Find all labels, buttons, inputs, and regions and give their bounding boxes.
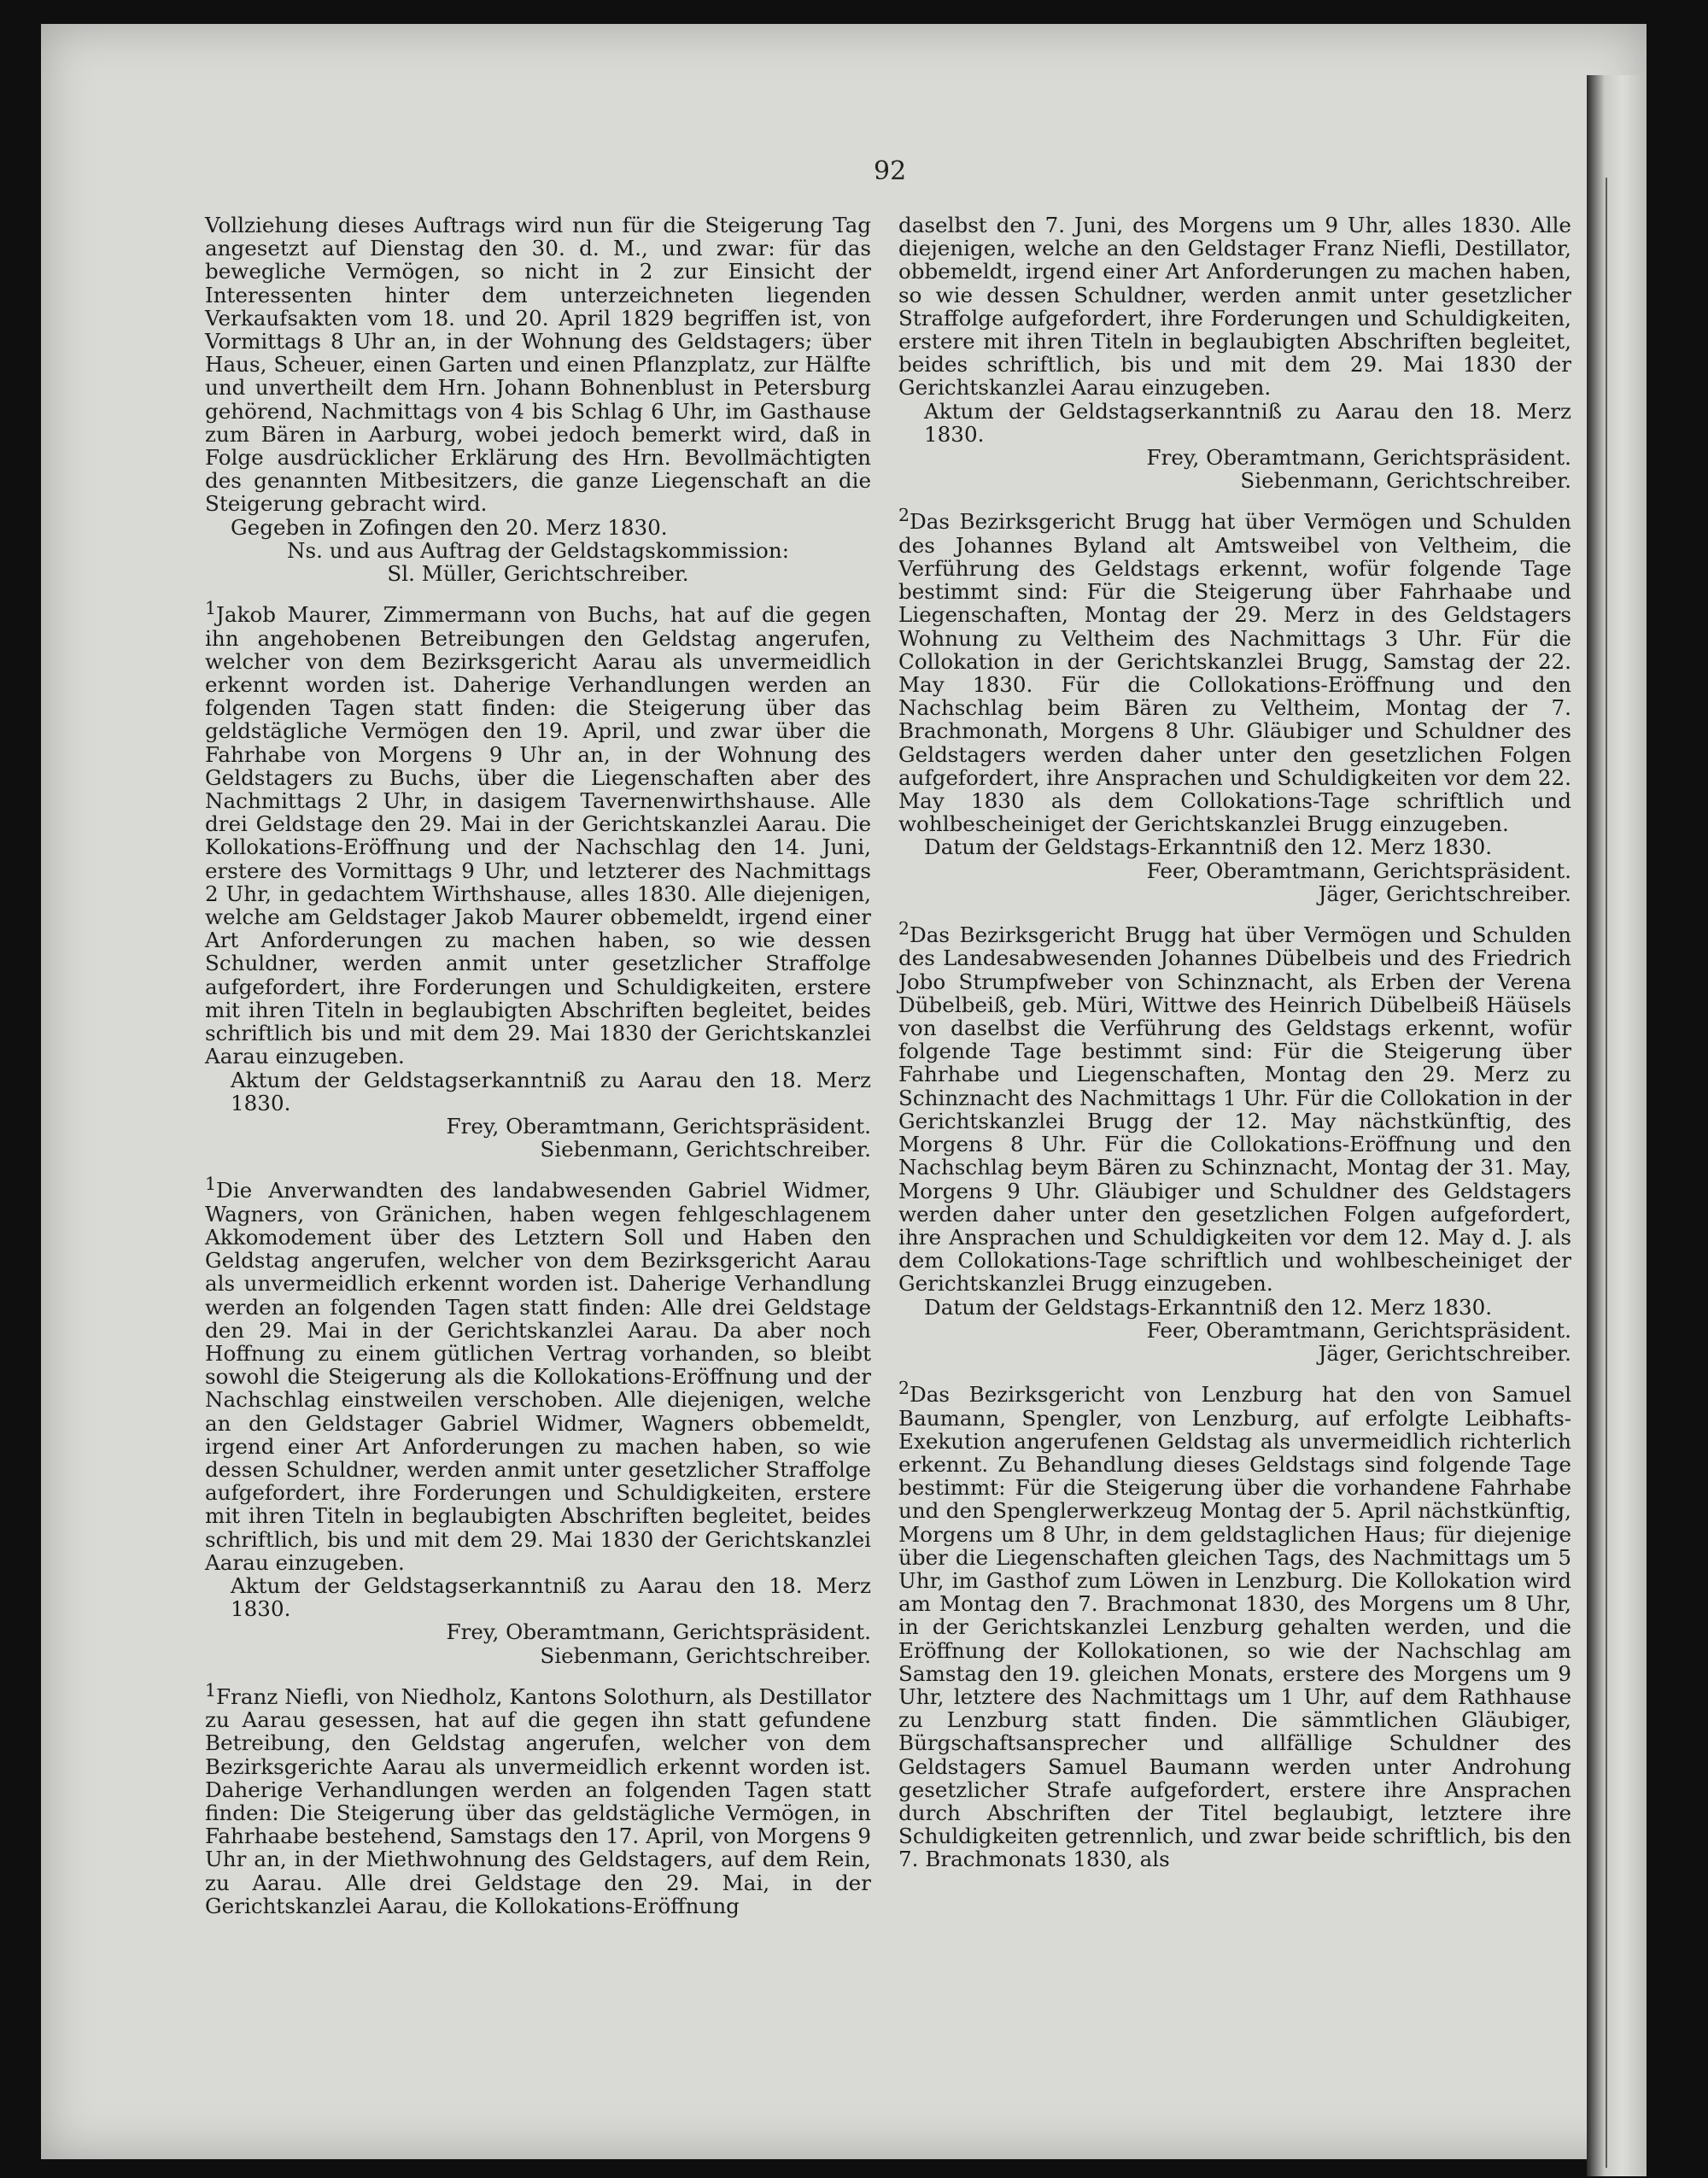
notice-gabriel-widmer	[205, 1173, 871, 1666]
notice-signatory: Frey, Oberamtmann, Gerichtspräsident.	[1146, 445, 1571, 471]
notice-text: Die Anverwandten des landabwesenden Gabriel Widmer, Wagners, von Gränichen, haben wegen fehlgeschlagenem Akkomodement über des Letztern Soll und Haben den Geldstag angerufen, welcher von dem Bezirksgericht Aarau als unvermeidlich erkennt worden ist. Daherige Verhandlung werden an folgenden Tagen statt finden: Alle drei Geldstage den 29. Mai in der Gerichtskanzlei Aarau. Da aber noch Hoffnung zu einem gütlichen Vertrag vorhanden, so bleibt sowohl die Steigerung als die Kollokations-Eröffnung und der Nachschlag einstweilen verschoben. Alle diejenigen, welche an den Geldstager Gabriel Widmer, Wagners obbemeldt, irgend einer Art Anforderungen zu machen haben, so wie dessen Schuldner, werden anmit unter gesetzlicher Straffolge aufgefordert, ihre Forderungen und Schuldigkeiten, erstere mit ihren Titeln in beglaubigten Abschriften begleitet, beides schriftlich, bis und mit dem 29. Mai 1830 der Gerichtskanzlei Aarau einzugeben.	[205, 1178, 871, 1575]
notice-marker: 1	[205, 598, 217, 619]
notice-text: Das Bezirksgericht Brugg hat über Vermögen und Schulden des Johannes Byland alt Amtsweibel von Veltheim, die Verführung des Geldstags erkennt, wofür folgende Tage bestimmt sind: Für die Steigerung über Fahrhaabe und Liegenschaften, Montag der 29. Merz in des Geldstagers Wohnung zu Veltheim des Nachmittags 3 Uhr. Für die Collokation in der Gerichtskanzlei Brugg, Samstag der 22. May 1830. Für die Collokations-Eröffnung und den Nachschlag beim Bären zu Veltheim, Montag der 7. Brachmonath, Morgens 8 Uhr. Gläubiger und Schuldner des Geldstagers werden daher unter den gesetzlichen Folgen aufgefordert, ihre Ansprachen und Schuldigkeiten vor dem 22. May 1830 als dem Collokations-Tage schriftlich und wohlbescheiniget der Gerichtskanzlei Brugg einzugeben.	[898, 509, 1571, 837]
notice-clerk: Siebenmann, Gerichtschreiber.	[540, 1137, 871, 1162]
page-number: 92	[874, 156, 907, 186]
notice-body	[898, 504, 1571, 835]
notice-date: Aktum der Geldstagserkanntniß zu Aarau den 18. Merz 1830.	[924, 398, 1571, 447]
notice-text: Jakob Maurer, Zimmermann von Buchs, hat auf die gegen ihn angehobenen Betreibungen den Geldstag angerufen, welcher von dem Bezirksgericht Aarau als unvermeidlich erkennt worden ist. Daherige Verhandlungen werden an folgenden Tagen statt finden: die Steigerung über das geldstägliche Vermögen den 19. April, und zwar über die Fahrhabe von Morgens 9 Uhr an, in der Wohnung des Geldstagers zu Buchs, über die Liegenschaften aber des Nachmittags 2 Uhr, in dasigem Tavernenwirthshause. Alle drei Geldstage den 29. Mai in der Gerichtskanzlei Aarau. Die Kollokations-Eröffnung und der Nachschlag den 14. Juni, erstere des Vormittags 9 Uhr, und letzterer des Nachmittags 2 Uhr, in gedachtem Wirthshause, alles 1830. Alle diejenigen, welche am Geldstager Jakob Maurer obbemeldt, irgend einer Art Anforderungen zu machen haben, so wie dessen Schuldner, werden anmit unter gesetzlicher Straffolge aufgefordert, ihre Forderungen und Schuldigkeiten, erstere mit ihren Titeln in beglaubigten Abschriften begleitet, beides schriftlich bis und mit dem 29. Mai 1830 der Gerichtskanzlei Aarau einzugeben.	[205, 602, 871, 1069]
notice-marker: 1	[205, 1174, 217, 1195]
notice-jakob-maurer	[205, 597, 871, 1161]
notice-body	[205, 1173, 871, 1574]
notice-clerk: Siebenmann, Gerichtschreiber.	[1240, 468, 1571, 494]
notice-franz-niefli-continued	[898, 214, 1571, 492]
notice-text: Das Bezirksgericht von Lenzburg hat den von Samuel Baumann, Spengler, von Lenzburg, auf erfolgte Leibhafts-Exekution angerufenen Geldstag als unvermeidlich richterlich erkennt. Zu Behandlung dieses Geldstags sind folgende Tage bestimmt: Für die Steigerung über die vorhandene Fahrhabe und den Spenglerwerkzeug Montag der 5. April nächstkünftig, Morgens um 8 Uhr, in dem geldstaglichen Haus; für diejenige über die Liegenschaften gleichen Tags, des Nachmittags um 5 Uhr, im Gasthof zum Löwen in Lenzburg. Die Kollokation wird am Montag den 7. Brachmonat 1830, des Morgens um 8 Uhr, in der Gerichtskanzlei Lenzburg gehalten werden, und die Eröffnung der Kollokationen, so wie der Nachschlag am Samstag den 19. gleichen Monats, erstere des Morgens um 9 Uhr, letztere des Nachmittags um 1 Uhr, auf dem Rathhause zu Lenzburg statt finden. Die sämmtlichen Gläubiger, Bürgschaftsansprecher und allfällige Schuldner des Geldstagers Samuel Baumann werden unter Androhung gesetzlicher Strafe aufgefordert, erstere ihre Ansprachen durch Abschriften der Titel beglaubigt, letztere ihre Schuldigkeiten getrennlich, und zwar beide schriftlich, bis den 7. Brachmonats 1830, als	[898, 1382, 1571, 1872]
notice-body	[205, 597, 871, 1068]
notice-date: Aktum der Geldstagserkanntniß zu Aarau den 18. Merz 1830.	[231, 1572, 871, 1622]
notice-date: Gegeben in Zofingen den 20. Merz 1830.	[231, 514, 668, 540]
notice-text: Das Bezirksgericht Brugg hat über Vermögen und Schulden des Landesabwesenden Johannes Dübelbeis und des Friedrich Jobo Strumpfweber von Schinznacht, als Erben der Verena Dübelbeiß, geb. Müri, Wittwe des Heinrich Dübelbeiß Häüsels von daselbst die Verführung des Geldstags erkennt, wofür folgende Tage bestimmt sind: Für die Steigerung über Fahrhabe und Liegenschaften, Montag den 29. Merz zu Schinznacht des Nachmittags 1 Uhr. Für die Collokation in der Gerichtskanzlei Brugg der 12. May nächstkünftig, des Morgens 8 Uhr. Für die Collokations-Eröffnung und den Nachschlag beym Bären zu Schinznacht, Montag der 31. May, Morgens 9 Uhr. Gläubiger und Schuldner des Geldstagers werden daher unter den gesetzlichen Folgen aufgefordert, ihre Ansprachen und Schuldigkeiten vor dem 12. May d. J. als dem Collokations-Tage schriftlich und wohlbescheiniget der Gerichtskanzlei Brugg einzugeben.	[898, 922, 1571, 1297]
notice-signatory: Feer, Oberamtmann, Gerichtspräsident.	[1146, 1317, 1571, 1343]
notice-marker: 1	[205, 1679, 217, 1701]
left-column	[205, 214, 871, 1929]
notice-signatory: Sl. Müller, Gerichtschreiber.	[387, 561, 689, 587]
right-column	[898, 214, 1571, 1883]
page-fold-line	[1606, 178, 1607, 2168]
notice-marker: 2	[898, 918, 910, 940]
notice-body	[205, 1679, 871, 1917]
notice-signatory: Frey, Oberamtmann, Gerichtspräsident.	[446, 1113, 871, 1139]
notice-body	[898, 917, 1571, 1295]
notice-clerk: Jäger, Gerichtschreiber.	[1318, 881, 1571, 906]
notice-body	[898, 1377, 1571, 1871]
notice-zofingen	[205, 214, 871, 585]
notice-commission: Ns. und aus Auftrag der Geldstagskommission:	[287, 537, 789, 563]
notice-marker: 2	[898, 1378, 910, 1399]
notice-clerk: Jäger, Gerichtschreiber.	[1318, 1340, 1571, 1366]
notice-samuel-baumann	[898, 1377, 1571, 1871]
notice-franz-niefli	[205, 1679, 871, 1917]
notice-johannes-byland	[898, 504, 1571, 905]
notice-body: Vollziehung dieses Auftrags wird nun für die Steigerung Tag angesetzt auf Dienstag den 30. d. M., und zwar: für das bewegliche Vermögen, so nicht in 2 zur Einsicht der Interessenten hinter dem unterzeichneten liegenden Verkaufsakten vom 18. und 20. April 1829 begriffen ist, von Vormittags 8 Uhr an, in der Wohnung des Geldstagers; über Haus, Scheuer, einen Garten und einen Pflanzplatz, zur Hälfte und unvertheilt dem Hrn. Johann Bohnenblust in Petersburg gehörend, Nachmittags von 4 bis Schlag 6 Uhr, im Gasthause zum Bären in Aarburg, wobei jedoch bemerkt wird, daß in Folge ausdrücklicher Erklärung des Hrn. Bevollmächtigten des genannten Mitbesitzers, die ganze Liegenschaft an die Steigerung gebracht wird.	[205, 213, 871, 517]
notice-signatory: Feer, Oberamtmann, Gerichtspräsident.	[1146, 858, 1571, 883]
notice-text: Franz Niefli, von Niedholz, Kantons Solothurn, als Destillator zu Aarau gesessen, hat auf die gegen ihn statt gefundene Betreibung, den Geldstag angerufen, welcher von dem Bezirksgerichte Aarau als unvermeidlich erkennt worden ist. Daherige Verhandlungen werden an folgenden Tagen statt finden: Die Steigerung über das geldstägliche Vermögen, in Fahrhaabe bestehend, Samstags den 17. April, von Morgens 9 Uhr an, in der Miethwohnung des Geldstagers, auf dem Rein, zu Aarau. Alle drei Geldstage den 29. Mai, in der Gerichtskanzlei Aarau, die Kollokations-Eröffnung	[205, 1683, 871, 1918]
notice-marker: 2	[898, 505, 910, 526]
notice-signatory: Frey, Oberamtmann, Gerichtspräsident.	[446, 1619, 871, 1645]
notice-date: Datum der Geldstags-Erkanntniß den 12. Merz 1830.	[924, 834, 1493, 860]
notice-date: Aktum der Geldstagserkanntniß zu Aarau den 18. Merz 1830.	[231, 1067, 871, 1115]
notice-johannes-duebelbeis	[898, 917, 1571, 1365]
notice-date: Datum der Geldstags-Erkanntniß den 12. Merz 1830.	[924, 1294, 1493, 1320]
page-edge	[1587, 75, 1647, 2176]
notice-clerk: Siebenmann, Gerichtschreiber.	[540, 1642, 871, 1668]
notice-body: daselbst den 7. Juni, des Morgens um 9 Uhr, alles 1830. Alle diejenigen, welche an den Geldstager Franz Niefli, Destillator, obbemeldt, irgend einer Art Anforderungen zu machen haben, so wie dessen Schuldner, werden anmit unter gesetzlicher Straffolge aufgefordert, ihre Forderungen und Schuldigkeiten, erstere mit ihren Titeln in beglaubigten Abschriften begleitet, beides schriftlich, bis und mit dem 29. Mai 1830 der Gerichtskanzlei Aarau einzugeben.	[898, 213, 1571, 401]
